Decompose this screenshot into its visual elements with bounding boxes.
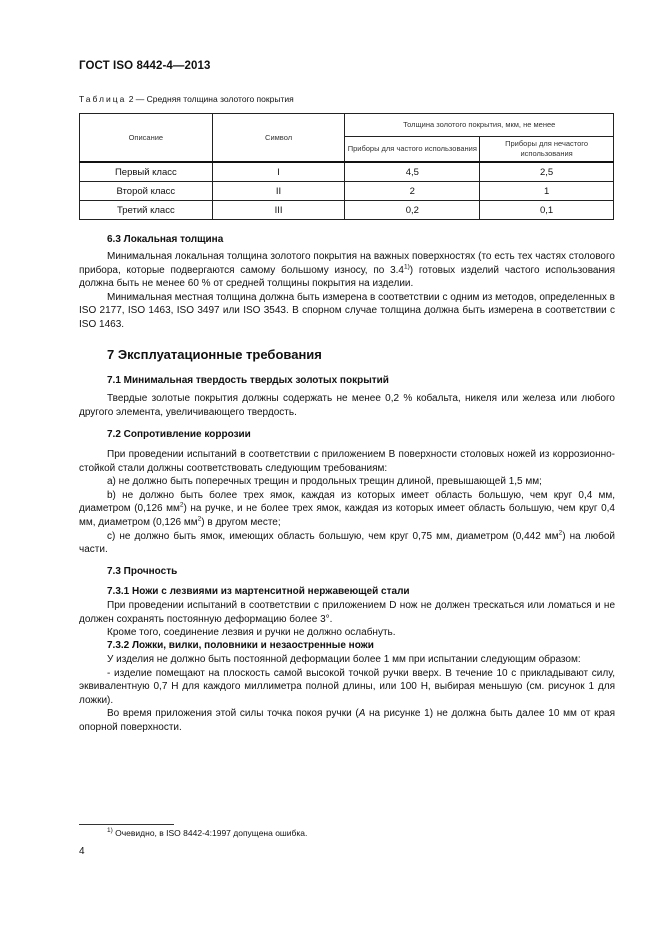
col-header-infrequent: Приборы для нечастого использования — [480, 137, 614, 163]
section-7-3-2-body — [79, 653, 615, 735]
paragraph-text: A — [358, 708, 366, 720]
cell-class: Второй класс — [80, 182, 213, 201]
cell-infrequent: 0,1 — [480, 201, 614, 220]
cell-symbol: III — [212, 201, 345, 220]
paragraph-text: ) на ручке, и не более трех ямок, каждая из которых имеет область большую, чем круг 0,4 мм, диаметром (0,126 мм — [79, 503, 615, 528]
gold-thickness-table — [79, 113, 614, 220]
col-header-description: Описание — [80, 114, 213, 163]
table-caption-label: Таблица — [79, 94, 127, 104]
paragraph — [79, 707, 615, 734]
footnote-mark: 1) — [107, 827, 113, 835]
paragraph: У изделия не должно быть постоянной деформации более 1 мм при испытании следующим образом: — [107, 654, 581, 665]
section-7-3-1-body — [79, 599, 615, 640]
superscript: 2 — [558, 529, 563, 537]
col-header-symbol: Символ — [212, 114, 345, 163]
paragraph-text: ) готовых изделий частого использования должна быть не менее 60 % от средней толщины покрытия на изделии. — [79, 264, 615, 290]
list-item-c — [79, 530, 615, 557]
table-caption — [79, 94, 294, 104]
superscript: 2 — [197, 515, 202, 523]
cell-symbol: II — [212, 182, 345, 201]
table-row — [80, 162, 614, 182]
cell-infrequent: 2,5 — [480, 162, 614, 182]
paragraph: Минимальная местная толщина должна быть измерена в соответствии с одним из методов, определенных в ISO 2177, ISO 1463, ISO 3497 или ISO 3543. В спорном случае толщина должна быть измерена в соответствии с ISO 1463. — [79, 291, 615, 330]
table-caption-text: 2 — Средняя толщина золотого покрытия — [126, 94, 294, 104]
section-6-3-body — [79, 250, 615, 332]
paragraph: Кроме того, соединение лезвия и ручки не должно ослабнуть. — [107, 627, 396, 639]
section-7-3-2-heading: 7.3.2 Ложки, вилки, половники и незаостренные ножи — [107, 640, 374, 651]
paragraph-text: ) на любой части. — [79, 530, 615, 556]
cell-frequent: 0,2 — [345, 201, 480, 220]
table-row — [80, 182, 614, 201]
section-6-3-heading: 6.3 Локальная толщина — [107, 234, 224, 245]
paragraph: При проведении испытаний в соответствии с приложением В поверхности столовых ножей из коррозионно-стойкой стали должны соответствовать следующим требованиям: — [79, 449, 615, 474]
paragraph-text: на рисунке 1) не должна быть далее 10 мм от края опорной поверхности. — [79, 708, 615, 733]
section-7-2-heading: 7.2 Сопротивление коррозии — [107, 429, 251, 440]
cell-infrequent: 1 — [480, 182, 614, 201]
section-7-1-heading: 7.1 Минимальная твердость твердых золотых покрытий — [107, 375, 389, 386]
paragraph-text: c) не должно быть ямок, имеющих область большую, чем круг 0,75 мм, диаметром (0,442 мм — [107, 530, 559, 542]
col-header-frequent: Приборы для частого использования — [345, 137, 480, 163]
list-item-a: а) не должно быть поперечных трещин и продольных трещин длиной, превышающей 1,5 мм; — [107, 476, 542, 488]
section-7-1-body — [79, 392, 615, 419]
paragraph: При проведении испытаний в соответствии с приложением D нож не должен трескаться или ломаться и не должен сохранять постоянную деформацию более 3°. — [79, 600, 615, 625]
paragraph-text: Минимальная локальная толщина золотого покрытия на важных поверхностях (то есть тех частях столового прибора, которые подвергаются самому большому износу, по 3.4 — [79, 251, 615, 276]
paragraph: - изделие помещают на плоскость самой высокой точкой ручки вверх. В течение 10 с прикладывают силу, эквивалентную 0,7 Н для каждого миллиметра полной длины, или 100 Н, выбирая меньшую (см. рисунок 1 для ложки). — [79, 667, 615, 706]
cell-frequent: 2 — [345, 182, 480, 201]
section-7-3-heading: 7.3 Прочность — [107, 566, 178, 577]
cell-class: Первый класс — [80, 162, 213, 182]
footnote-text: Очевидно, в ISO 8442-4:1997 допущена ошибка. — [112, 828, 308, 838]
list-item-b — [79, 489, 615, 530]
superscript: 2 — [179, 502, 184, 510]
cell-symbol: I — [212, 162, 345, 182]
table-row — [80, 201, 614, 220]
cell-class: Третий класс — [80, 201, 213, 220]
section-7-2-body — [79, 448, 615, 557]
footnote — [107, 828, 307, 838]
paragraph — [79, 250, 615, 291]
footnote-divider — [79, 824, 174, 825]
paragraph-text: ) в другом месте; — [201, 516, 281, 528]
section-7-heading: 7 Эксплуатационные требования — [107, 347, 322, 362]
footnote-ref: 1) — [403, 263, 410, 271]
document-header: ГОСТ ISO 8442-4—2013 — [79, 60, 211, 72]
col-header-thickness-group: Толщина золотого покрытия, мкм, не менее — [345, 114, 614, 137]
paragraph-text: Во время приложения этой силы точка покоя ручки ( — [107, 708, 359, 720]
paragraph: Твердые золотые покрытия должны содержать не менее 0,2 % кобальта, никеля или железа или любого другого элемента, увеличивающего твердость. — [79, 393, 615, 418]
cell-frequent: 4,5 — [345, 162, 480, 182]
section-7-3-1-heading: 7.3.1 Ножи с лезвиями из мартенситной нержавеющей стали — [107, 586, 410, 597]
paragraph-text: b) не должно быть более трех ямок, каждая из которых имеет область большую, чем круг 0,4 мм, диаметром (0,126 мм — [79, 489, 615, 515]
page-number: 4 — [79, 846, 85, 857]
